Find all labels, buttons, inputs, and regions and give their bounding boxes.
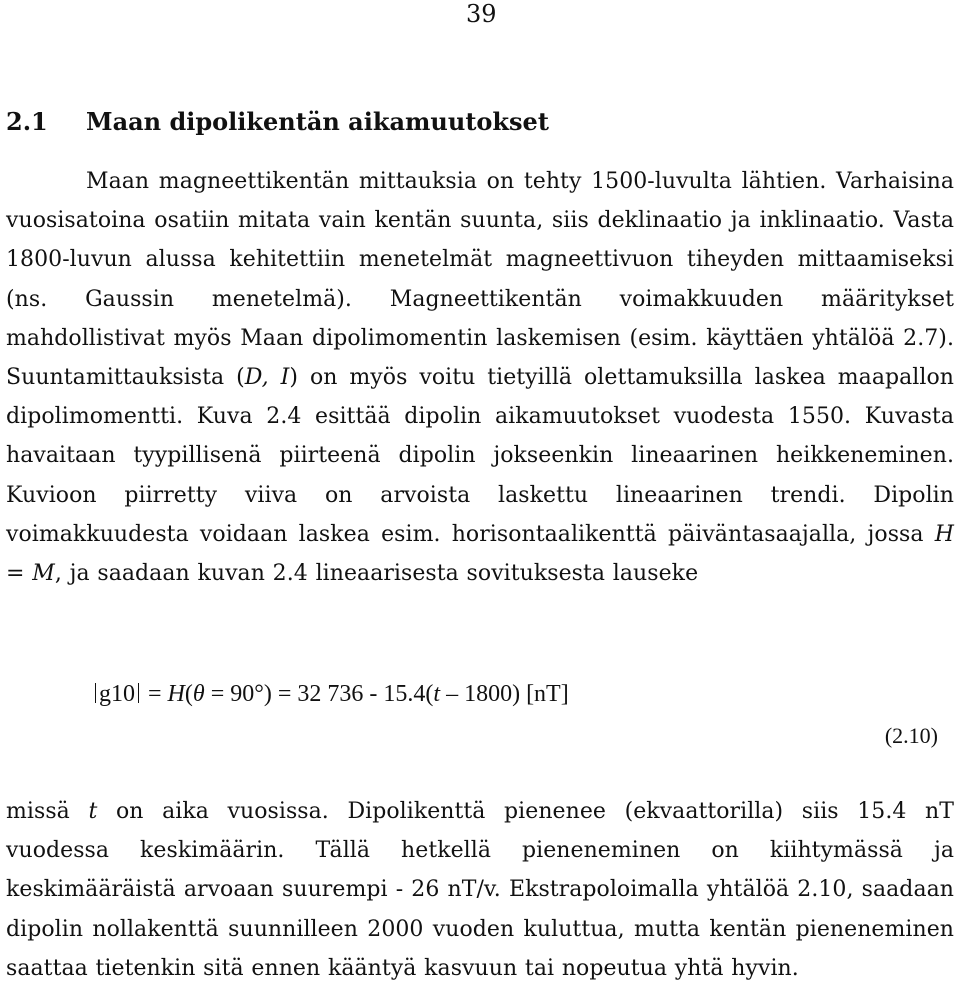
dipole-coefficient: g10 — [99, 681, 135, 707]
equals-sign: = — [210, 681, 225, 707]
paragraph-text-segment: , ja saadaan kuvan 2.4 lineaarisesta sovituksesta lauseke — [54, 561, 699, 587]
minus-sign: – — [446, 681, 459, 707]
explanation-paragraph — [6, 792, 954, 988]
paragraph-text-segment: missä — [6, 799, 89, 824]
opening-parenthesis: ( — [184, 681, 193, 707]
paragraph-text-segment: Maan magneettikentän mittauksia on tehty 1500-luvulta lähtien. Varhaisina vuosisatoina osatiin mitata vain kentän suunta, siis deklinaatio ja inklinaatio. Vasta 1800-luvun alussa kehitettiin menetelmät magneettivuon tiheyden mittaamiseksi (ns. Gaussin menetelmä). Magneettikentän voimakkuuden määritykset mahdollistivat myös Maan dipolimomentin laskemisen (esim. käyttäen yhtälöä 2.7). Suuntamittauksista ( — [6, 169, 954, 391]
absolute-value-bar — [95, 683, 96, 703]
linear-fit-constant: 32 736 - 15.4 — [297, 681, 426, 707]
opening-parenthesis: ( — [425, 681, 434, 707]
equation-number: (2.10) — [884, 723, 938, 748]
reference-year: 1800 — [464, 681, 513, 707]
equation-2-10 — [6, 676, 954, 756]
section-number: 2.1 — [6, 106, 48, 136]
equation-expression — [92, 680, 569, 708]
time-variable: t — [433, 681, 441, 707]
equals-sign: = — [277, 681, 292, 707]
introduction-paragraph — [6, 162, 954, 593]
time-variable: t — [88, 799, 98, 824]
direction-variables: D, I — [244, 365, 290, 391]
angle-value: 90° — [230, 681, 264, 707]
closing-parenthesis: ) — [263, 681, 272, 707]
theta-symbol: θ — [192, 681, 205, 707]
absolute-value-bar — [138, 683, 139, 703]
paragraph-text-segment: on aika vuosissa. Dipolikenttä pienenee (ekvaattorilla) siis 15.4 nT vuodessa keskimäärin. Tällä hetkellä pieneneminen on kiihtymässä ja keskimääräistä arvoaan suurempi - 26 nT/v. Ekstrapoloimalla yhtälöä 2.10, saadaan dipolin nollakenttä suunnilleen 2000 vuoden kuluttua, mutta kentän pieneneminen saattaa tietenkin sitä ennen kääntyä kasvuun tai nopeutua yhtä hyvin. — [6, 799, 954, 981]
horizontal-field-variable: H — [167, 681, 185, 707]
section-heading — [6, 108, 906, 136]
paragraph-text-segment: ) on myös voitu tietyillä olettamuksilla laskea maapallon dipolimomentti. Kuva 2.4 esittää dipolin aikamuutokset vuodesta 1550. Kuvasta havaitaan tyypillisenä piirteenä dipolin jokseenkin lineaarinen heikkeneminen. Kuvioon piirretty viiva on arvoista laskettu lineaarinen trendi. Dipolin voimakkuudesta voidaan laskea esim. horisontaalikenttä päiväntasaajalla, jossa — [6, 365, 954, 547]
section-title: Maan dipolikentän aikamuutokset — [86, 106, 549, 136]
unit-nanotesla: [nT] — [526, 681, 569, 707]
equals-sign: = — [148, 681, 162, 707]
closing-parenthesis: ) — [512, 681, 521, 707]
horizontal-field-equation: H = M — [6, 521, 954, 587]
page-number: 39 — [466, 0, 497, 28]
